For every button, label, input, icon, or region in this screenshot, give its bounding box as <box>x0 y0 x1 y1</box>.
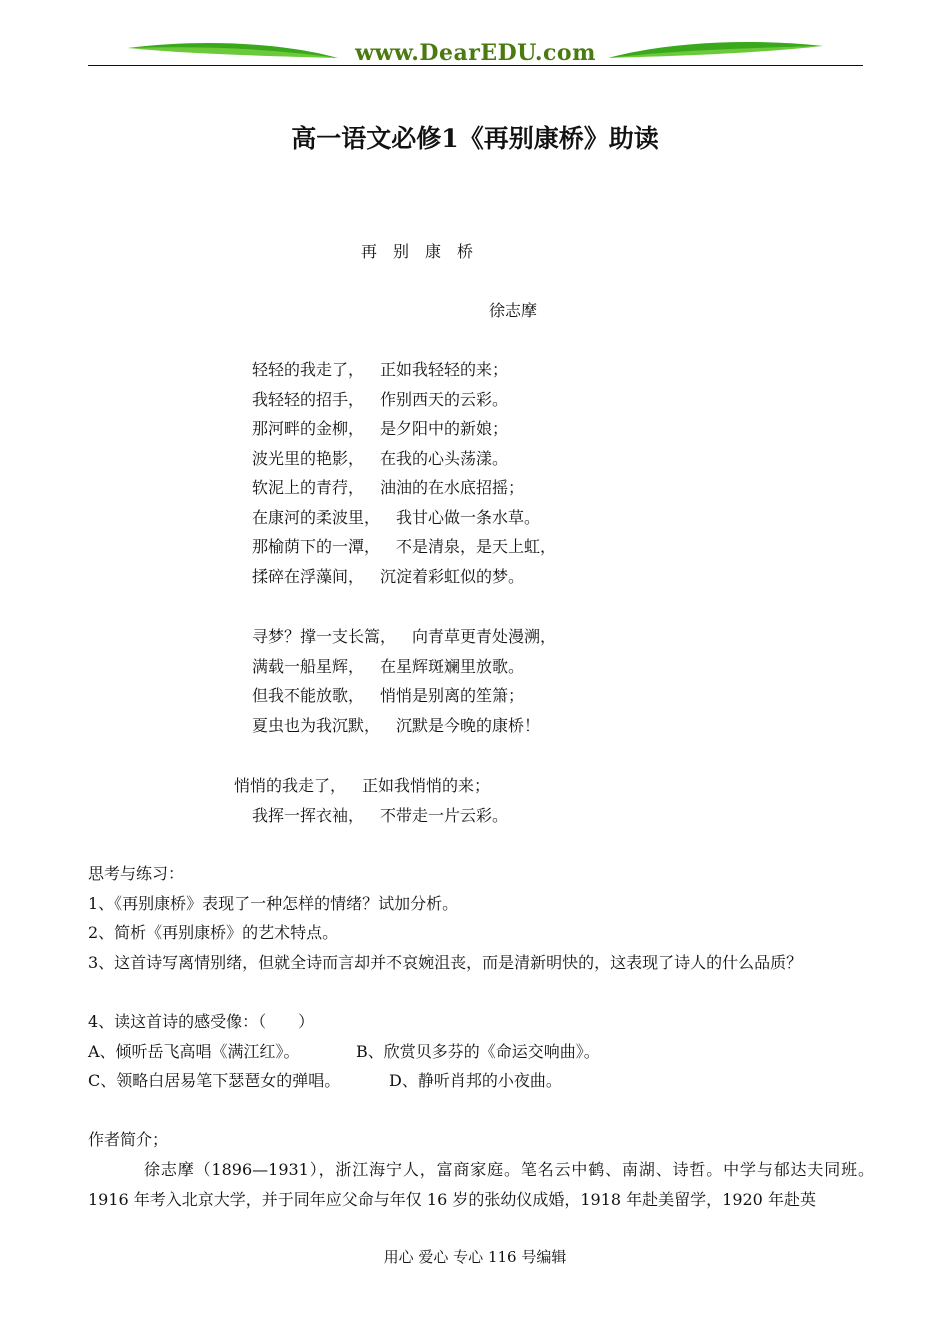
exercises-heading: 思考与练习： <box>88 864 185 883</box>
poem-line <box>252 419 508 439</box>
poem-line-second-half: 正如我悄悄的来； <box>362 776 491 795</box>
site-logo[interactable] <box>88 30 863 70</box>
poem-line-first-half: 但我不能放歌， <box>252 686 365 705</box>
poem-line-first-half: 波光里的艳影， <box>252 449 365 468</box>
poem-title: 再 别 康 桥 <box>361 242 474 261</box>
poem-line-second-half: 悄悄是别离的笙箫； <box>380 686 525 705</box>
poem-line <box>252 686 524 706</box>
poem-line <box>234 776 490 796</box>
poem-line-second-half: 沉淀着彩虹似的梦。 <box>380 567 525 586</box>
poem-line-first-half: 我挥一挥衣袖， <box>252 806 365 825</box>
poem-line-first-half: 我轻轻的招手， <box>252 390 365 409</box>
exercise-option-c: C、领略白居易笔下瑟琶女的弹唱。 <box>88 1071 341 1090</box>
exercise-question-2: 2、简析《再别康桥》的艺术特点。 <box>88 923 339 942</box>
header-divider <box>88 65 863 66</box>
poem-line-first-half: 满载一船星辉， <box>252 657 365 676</box>
poem-line-second-half: 是夕阳中的新娘； <box>380 419 509 438</box>
page-title: 高一语文必修1《再别康桥》助读 <box>291 124 659 153</box>
poem-line-second-half: 在我的心头荡漾。 <box>380 449 509 468</box>
poem-line-second-half: 作别西天的云彩。 <box>380 390 509 409</box>
poem-line <box>252 449 508 469</box>
poem-line-second-half: 不带走一片云彩。 <box>380 806 509 825</box>
exercise-option-b: B、欣赏贝多芬的《命运交响曲》。 <box>356 1042 600 1061</box>
poem-line-first-half: 软泥上的青荇， <box>252 478 365 497</box>
exercise-question-4: 4、读这首诗的感受像：（ ） <box>88 1012 315 1031</box>
poem-line-first-half: 轻轻的我走了， <box>252 360 365 379</box>
poem-line-first-half: 夏虫也为我沉默， <box>252 716 381 735</box>
poem-line <box>252 657 524 677</box>
site-url: www.DearEDU.com <box>355 40 596 66</box>
exercise-option-d: D、静听肖邦的小夜曲。 <box>389 1071 562 1090</box>
poem-line <box>252 537 556 557</box>
poem-line-first-half: 悄悄的我走了， <box>234 776 347 795</box>
poem-line-first-half: 在康河的柔波里， <box>252 508 381 527</box>
poem-line <box>252 567 524 587</box>
poem-line-second-half: 油油的在水底招摇； <box>380 478 525 497</box>
author-intro-heading: 作者简介； <box>88 1130 169 1149</box>
poem-line-second-half: 不是清泉，是天上虹， <box>396 537 557 556</box>
poem-line-second-half: 我甘心做一条水草。 <box>396 508 541 527</box>
exercise-option-a: A、倾听岳飞高唱《满江红》。 <box>88 1042 300 1061</box>
author-intro-text: 徐志摩（1896—1931），浙江海宁人，富商家庭。笔名云中鹤、南湖、诗哲。中学与郁达夫同班。1916 年考入北京大学，并于同年应父命与年仅 16 岁的张幼仪成婚，1918 年赴美留学，1920 年赴英 <box>88 1160 874 1209</box>
poem-line-first-half: 揉碎在浮藻间， <box>252 567 365 586</box>
exercise-question-3: 3、这首诗写离情别绪，但就全诗而言却并不哀婉沮丧，而是清新明快的，这表现了诗人的什么品质？ <box>88 953 803 972</box>
poem-line <box>252 716 540 736</box>
exercise-question-1: 1、《再别康桥》表现了一种怎样的情绪？试加分析。 <box>88 894 459 913</box>
page-footer: 用心 爱心 专心 116 号编辑 <box>383 1248 567 1266</box>
poem-line-second-half: 在星辉斑斓里放歌。 <box>380 657 525 676</box>
poem-line <box>252 390 508 410</box>
poem-line-second-half: 沉默是今晚的康桥！ <box>396 716 541 735</box>
poem-line-second-half: 正如我轻轻的来； <box>380 360 509 379</box>
poem-line-first-half: 那榆荫下的一潭， <box>252 537 381 556</box>
poem-line-first-half: 寻梦？撑一支长篙， <box>252 627 397 646</box>
poem-line-second-half: 向青草更青处漫溯， <box>412 627 557 646</box>
poem-line <box>252 478 524 498</box>
poem-line <box>252 508 540 528</box>
poem-line-first-half: 那河畔的金柳， <box>252 419 365 438</box>
poem-author: 徐志摩 <box>489 301 538 320</box>
poem-line <box>252 627 556 647</box>
poem-line <box>252 360 508 380</box>
poem-line <box>252 806 508 826</box>
